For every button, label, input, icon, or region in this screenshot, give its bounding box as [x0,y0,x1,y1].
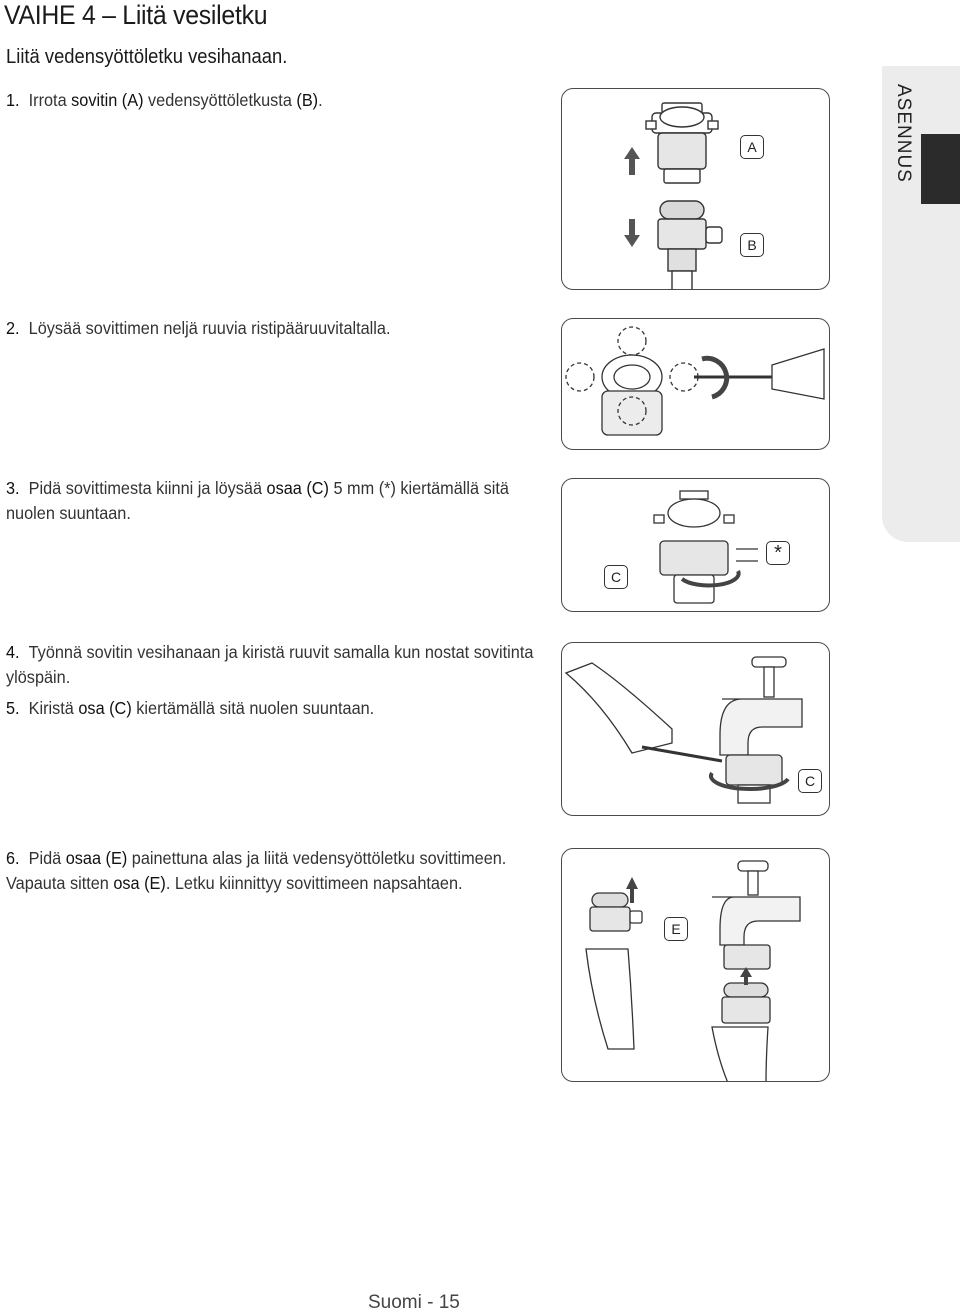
section-tab-marker [921,134,960,204]
figure-loosen-part-c [561,478,830,612]
step-3: 3. Pidä sovittimesta kiinni ja löysää osaa (C) 5 mm (*) kiertämällä sitä nuolen suuntaan. [6,478,509,523]
step-2: 2. Löysää sovittimen neljä ruuvia ristipääruuvitaltalla. [6,318,391,338]
label-c-tighten: C [798,769,822,793]
label-asterisk: * [766,541,790,565]
hose-connect-illustration [562,849,830,1082]
section-tab-label: ASENNUS [893,84,914,183]
tap-adapter-illustration [562,643,830,816]
screwdriver-illustration [562,319,830,450]
page-title: VAIHE 4 – Liitä vesiletku [4,0,268,30]
label-e: E [664,917,688,941]
step-6: 6. Pidä osaa (E) painettuna alas ja liitä vedensyöttöletku sovittimeen. Vapauta sitten osa (E). Letku kiinnittyy sovittimeen napsahtaen. [6,848,507,893]
page-subtitle: Liitä vedensyöttöletku vesihanaan. [6,46,288,68]
step-4: 4. Työnnä sovitin vesihanaan ja kiristä ruuvit samalla kun nostat sovitinta ylöspäin. [6,642,534,687]
figure-remove-adapter [561,88,830,290]
label-b: B [740,233,764,257]
step-1: 1. Irrota sovitin (A) vedensyöttöletkusta (B). [6,90,323,110]
step-5: 5. Kiristä osa (C) kiertämällä sitä nuolen suuntaan. [6,698,375,718]
figure-loosen-screws [561,318,830,450]
adapter-hose-illustration [562,89,830,290]
figure-connect-hose [561,848,830,1082]
label-a: A [740,135,764,159]
page-number: Suomi - 15 [368,1292,460,1313]
label-c: C [604,565,628,589]
figure-attach-to-tap [561,642,830,816]
